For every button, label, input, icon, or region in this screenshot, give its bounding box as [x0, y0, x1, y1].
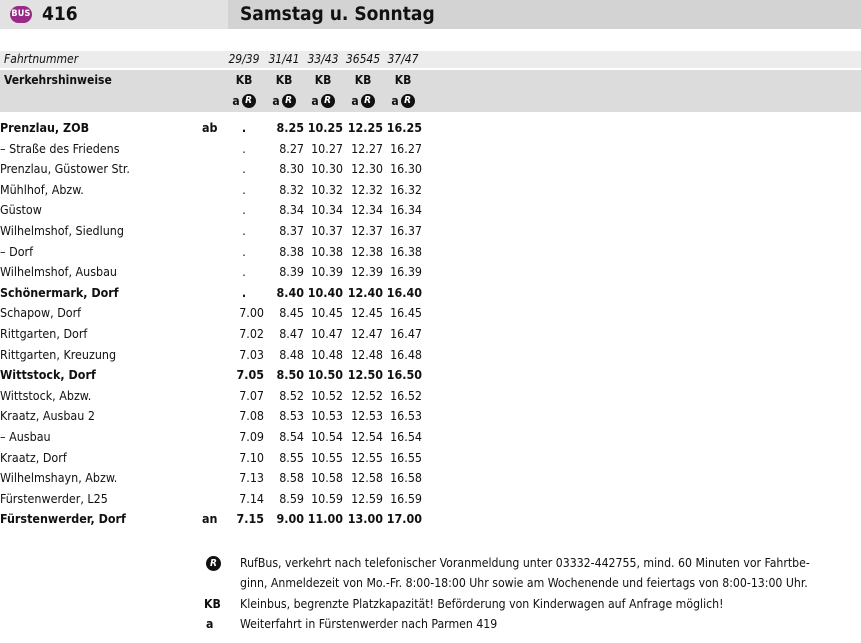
kb-note: Kleinbus, begrenzte Platzkapazität! Beförderung von Kinderwagen auf Anfrage möglich!: [240, 597, 724, 611]
service-days-title: Samstag u. Sonntag: [240, 3, 435, 25]
table-row: [0, 406, 861, 427]
departure-time: 16.54: [390, 429, 422, 444]
departure-time: 7.09: [239, 429, 264, 444]
table-row: [0, 139, 861, 160]
rufbus-icon: R: [321, 94, 335, 108]
header-left-block: [0, 0, 228, 29]
departure-time: 7.02: [239, 326, 264, 341]
departure-time: 8.54: [279, 429, 304, 444]
departure-time: 8.40: [276, 284, 304, 300]
departure-time: .: [242, 223, 246, 238]
stop-name: Wittstock, Dorf: [0, 367, 96, 383]
stop-name: – Straße des Friedens: [0, 140, 120, 156]
table-row: [0, 221, 861, 242]
stop-name: Wittstock, Abzw.: [0, 387, 92, 403]
departure-time: 8.27: [279, 140, 304, 156]
a-marker: a: [272, 93, 280, 108]
departure-time: .: [242, 161, 246, 177]
stop-name: Wilhelmshof, Ausbau: [0, 264, 117, 280]
departure-time: 16.59: [390, 490, 422, 506]
departure-time: 12.54: [351, 429, 383, 444]
departure-time: 12.50: [347, 367, 383, 383]
departure-time: 17.00: [386, 511, 422, 527]
departure-time: 8.53: [279, 408, 304, 424]
table-row: [0, 303, 861, 324]
departure-time: 10.59: [311, 490, 343, 506]
departure-time: 12.38: [351, 243, 383, 259]
a-rufbus-marker: [383, 92, 423, 109]
kb-marker: KB: [275, 73, 293, 87]
departure-time: 10.45: [311, 305, 343, 321]
stop-name: – Dorf: [0, 243, 34, 259]
departure-time: 12.59: [351, 490, 383, 506]
rufbus-icon: R: [361, 94, 375, 108]
kb-marker: KB: [235, 73, 253, 87]
departure-time: 16.27: [390, 140, 422, 156]
departure-time: 8.52: [279, 387, 304, 403]
bus-icon: BUS: [10, 6, 32, 23]
departure-time: 10.52: [311, 387, 343, 403]
departure-time: 10.25: [307, 120, 343, 135]
arrival-departure-marker: ab: [202, 120, 218, 135]
departure-time: 8.45: [279, 305, 304, 321]
kb-marker: KB: [314, 73, 332, 87]
departure-time: 16.40: [386, 284, 422, 300]
departure-time: .: [242, 264, 246, 280]
stop-name: Kraatz, Ausbau 2: [0, 408, 95, 424]
stop-name: Mühlhof, Abzw.: [0, 181, 84, 197]
arrival-departure-marker: an: [202, 511, 218, 527]
departure-time: 12.34: [351, 202, 383, 218]
departure-time: 7.05: [236, 367, 264, 383]
departure-time: 8.38: [279, 243, 304, 259]
departure-time: 16.55: [390, 449, 422, 465]
departure-time: 7.15: [236, 511, 264, 527]
departure-time: 7.00: [239, 305, 264, 321]
trip-number: 36545: [345, 52, 381, 66]
departure-time: 12.32: [351, 181, 383, 197]
departure-time: 7.13: [239, 470, 264, 486]
departure-time: 10.55: [311, 449, 343, 465]
stop-name: Kraatz, Dorf: [0, 449, 67, 465]
departure-time: 9.00: [276, 511, 304, 527]
a-rufbus-marker: [224, 92, 264, 109]
rufbus-icon: R: [242, 94, 256, 108]
departure-time: 7.08: [239, 408, 264, 424]
header-bar: [0, 0, 861, 29]
rufbus-note-line2: ginn, Anmeldezeit von Mo.-Fr. 8:00-18:00 Uhr sowie am Wochenende und feiertags von 8:00-13:00 Uhr.: [240, 576, 808, 590]
a-marker: a: [391, 93, 399, 108]
table-row: [0, 365, 861, 386]
departure-time: 16.52: [390, 387, 422, 403]
departure-time: .: [242, 181, 246, 197]
departure-time: .: [241, 120, 247, 135]
stop-name: – Ausbau: [0, 429, 51, 444]
departure-time: 12.37: [351, 223, 383, 238]
departure-time: 12.30: [351, 161, 383, 177]
departure-time: 12.58: [351, 470, 383, 486]
table-row: [0, 489, 861, 510]
departure-time: 16.30: [390, 161, 422, 177]
trip-number: 29/39: [228, 52, 260, 66]
departure-time: 8.32: [279, 181, 304, 197]
departure-time: 16.25: [386, 120, 422, 135]
table-row: [0, 180, 861, 201]
a-marker: a: [351, 93, 359, 108]
stop-name: Rittgarten, Dorf: [0, 326, 88, 341]
stop-name: Rittgarten, Kreuzung: [0, 346, 117, 362]
rufbus-icon: R: [282, 94, 296, 108]
departure-time: 8.50: [276, 367, 304, 383]
a-rufbus-marker: [303, 92, 343, 109]
departure-time: 10.34: [311, 202, 343, 218]
table-row: [0, 509, 861, 530]
kb-symbol: KB: [204, 597, 221, 611]
departure-time: .: [241, 284, 247, 300]
traffic-notes-label: Verkehrshinweise: [4, 73, 112, 87]
stop-name: Schönermark, Dorf: [0, 284, 119, 300]
departure-time: 12.27: [351, 140, 383, 156]
a-rufbus-marker: [343, 92, 383, 109]
stop-name: Fürstenwerder, L25: [0, 490, 108, 506]
trip-number: 37/47: [387, 52, 419, 66]
departure-time: 8.55: [279, 449, 304, 465]
kb-marker: KB: [354, 73, 372, 87]
departure-time: 16.32: [390, 181, 422, 197]
departure-time: 16.53: [390, 408, 422, 424]
departure-time: 8.39: [279, 264, 304, 280]
table-row: [0, 200, 861, 221]
a-marker: a: [232, 93, 240, 108]
departure-time: 12.45: [351, 305, 383, 321]
table-row: [0, 386, 861, 407]
departure-time: 12.48: [351, 346, 383, 362]
departure-time: 12.39: [351, 264, 383, 280]
departure-time: 8.30: [279, 161, 304, 177]
departure-time: 8.59: [279, 490, 304, 506]
table-row: [0, 262, 861, 283]
departure-time: 16.38: [390, 243, 422, 259]
trip-number: 31/41: [268, 52, 300, 66]
departure-time: 8.37: [279, 223, 304, 238]
departure-time: 12.52: [351, 387, 383, 403]
stop-name: Prenzlau, ZOB: [0, 120, 90, 135]
stop-name: Schapow, Dorf: [0, 305, 82, 321]
departure-time: 12.55: [351, 449, 383, 465]
departure-time: 16.47: [390, 326, 422, 341]
departure-time: 11.00: [307, 511, 343, 527]
departure-time: 12.40: [347, 284, 383, 300]
departure-time: 8.48: [279, 346, 304, 362]
departure-time: 16.58: [390, 470, 422, 486]
stop-name: Güstow: [0, 202, 42, 218]
table-row: [0, 427, 861, 448]
departure-time: 10.50: [307, 367, 343, 383]
a-marker: a: [311, 93, 319, 108]
departure-time: 10.40: [307, 284, 343, 300]
departure-time: 10.53: [311, 408, 343, 424]
table-row: [0, 324, 861, 345]
departure-time: 7.07: [239, 387, 264, 403]
departure-time: 16.34: [390, 202, 422, 218]
rufbus-icon: R: [206, 556, 221, 571]
departure-time: 10.48: [311, 346, 343, 362]
line-number: 416: [42, 3, 78, 25]
departure-time: 12.47: [351, 326, 383, 341]
departure-time: 10.30: [311, 161, 343, 177]
departure-time: 8.34: [279, 202, 304, 218]
table-row: [0, 242, 861, 263]
departure-time: 8.58: [279, 470, 304, 486]
departure-time: 12.25: [347, 120, 383, 135]
a-symbol: a: [206, 617, 214, 631]
departure-time: 7.14: [239, 490, 264, 506]
departure-time: 16.45: [390, 305, 422, 321]
stop-name: Fürstenwerder, Dorf: [0, 511, 126, 527]
departure-time: 16.48: [390, 346, 422, 362]
table-row: [0, 118, 861, 139]
departure-time: 10.54: [311, 429, 343, 444]
notes-band: [0, 70, 861, 112]
rufbus-icon: R: [401, 94, 415, 108]
table-row: [0, 468, 861, 489]
stop-name: Wilhelmshayn, Abzw.: [0, 470, 118, 486]
departure-time: 10.38: [311, 243, 343, 259]
departure-time: 10.32: [311, 181, 343, 197]
departure-time: 16.37: [390, 223, 422, 238]
departure-time: 8.47: [279, 326, 304, 341]
table-row: [0, 345, 861, 366]
departure-time: .: [242, 243, 246, 259]
departure-time: 10.58: [311, 470, 343, 486]
departure-time: 12.53: [351, 408, 383, 424]
departure-time: 7.03: [239, 346, 264, 362]
departure-time: 10.27: [311, 140, 343, 156]
departure-time: 13.00: [347, 511, 383, 527]
stop-name: Wilhelmshof, Siedlung: [0, 223, 124, 238]
trip-number-label: Fahrtnummer: [4, 52, 79, 66]
departure-time: 10.37: [311, 223, 343, 238]
departure-time: 10.39: [311, 264, 343, 280]
kb-marker: KB: [394, 73, 412, 87]
departure-time: 8.25: [276, 120, 304, 135]
stop-name: Prenzlau, Güstower Str.: [0, 161, 130, 177]
departure-time: .: [242, 140, 246, 156]
departure-time: 7.10: [239, 449, 264, 465]
departure-time: 10.47: [311, 326, 343, 341]
trip-number-band: [0, 51, 861, 68]
departure-time: 16.39: [390, 264, 422, 280]
departure-time: .: [242, 202, 246, 218]
table-row: [0, 283, 861, 304]
rufbus-note-line1: RufBus, verkehrt nach telefonischer Voranmeldung unter 03332-442755, mind. 60 Minuten vor Fahrtbe-: [240, 556, 810, 570]
table-row: [0, 159, 861, 180]
a-rufbus-marker: [264, 92, 304, 109]
a-note: Weiterfahrt in Fürstenwerder nach Parmen 419: [240, 617, 498, 631]
table-row: [0, 448, 861, 469]
departure-time: 16.50: [386, 367, 422, 383]
trip-number: 33/43: [307, 52, 339, 66]
